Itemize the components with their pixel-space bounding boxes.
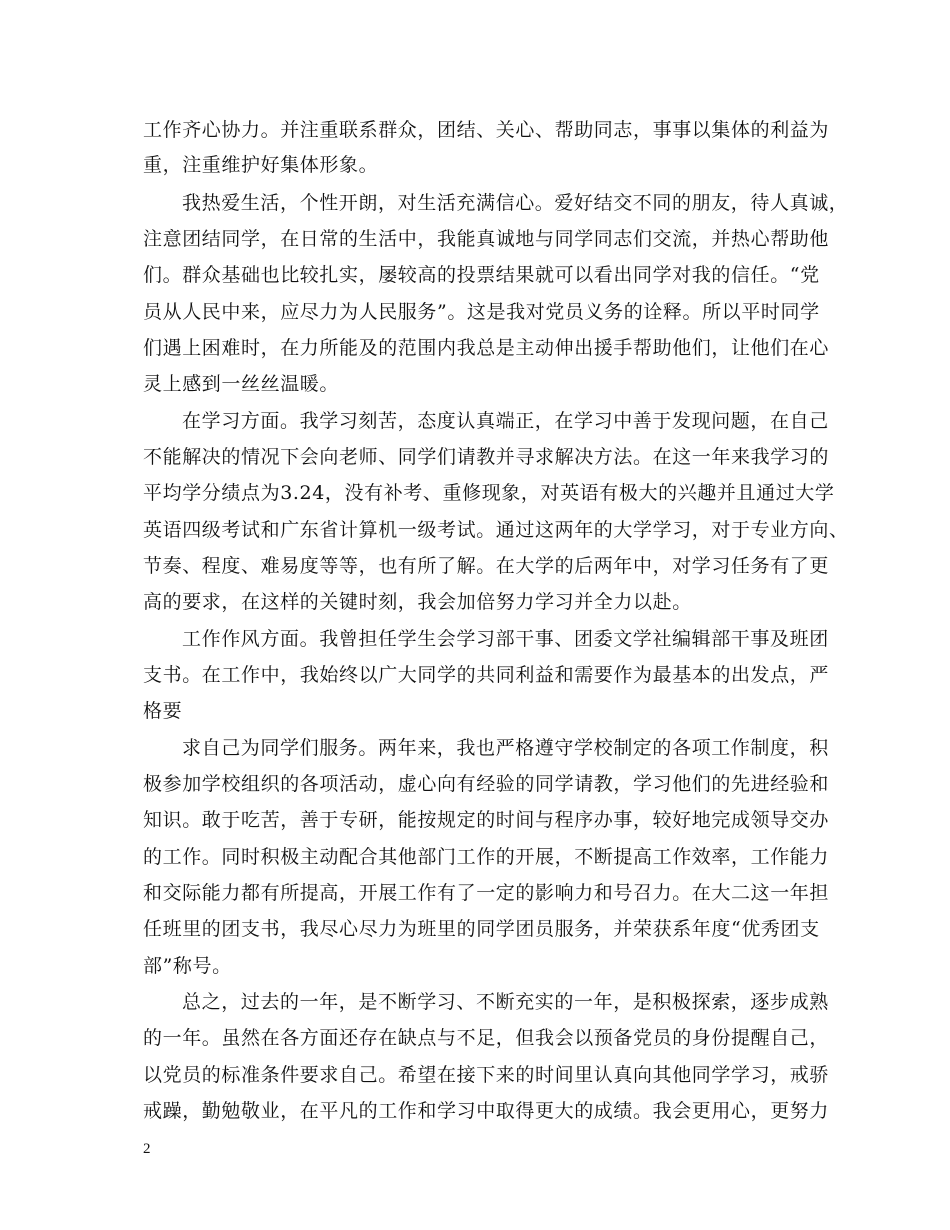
text-line: 以党员的标准条件要求自己。希望在接下来的时间里认真向其他同学学习，戒骄 [143,1064,830,1086]
text-line: 的工作。同时积极主动配合其他部门工作的开展，不断提高工作效率，工作能力 [143,846,830,868]
text-line: 灵上感到一丝丝温暖。 [143,373,340,395]
text-line: 员从人民中来，应尽力为人民服务”。这是我对党员义务的诠释。所以平时同学 [143,301,820,323]
text-line: 节奏、程度、难易度等等，也有所了解。在大学的后两年中，对学习任务有了更 [143,555,830,577]
text-line: 平均学分绩点为3.24，没有补考、重修现象，对英语有极大的兴趣并且通过大学 [143,482,835,504]
text-line: 不能解决的情况下会向老师、同学们请教并寻求解决方法。在这一年来我学习的 [143,446,830,468]
text-line: 任班里的团支书，我尽心尽力为班里的同学团员服务，并荣获系年度“优秀团支 [143,918,820,940]
text-line: 我热爱生活，个性开朗，对生活充满信心。爱好结交不同的朋友，待人真诚， [182,192,849,214]
text-line: 戒躁，勤勉敬业，在平凡的工作和学习中取得更大的成绩。我会更用心，更努力 [143,1100,830,1122]
text-line: 的一年。虽然在各方面还存在缺点与不足，但我会以预备党员的身份提醒自己， [143,1027,830,1049]
text-line: 格要 [143,700,183,722]
text-line: 工作齐心协力。并注重联系群众，团结、关心、帮助同志，事事以集体的利益为 [143,119,830,141]
text-line: 和交际能力都有所提高，开展工作有了一定的影响力和号召力。在大二这一年担 [143,882,830,904]
text-line: 总之，过去的一年，是不断学习、不断充实的一年，是积极探索，逐步成熟 [182,991,829,1013]
text-line: 重，注重维护好集体形象。 [143,154,379,176]
text-line: 工作作风方面。我曾担任学生会学习部干事、团委文学社编辑部干事及班团 [182,628,829,650]
text-line: 们。群众基础也比较扎实，屡较高的投票结果就可以看出同学对我的信任。“党 [143,264,820,286]
page-number: 2 [143,1141,151,1157]
text-line: 在学习方面。我学习刻苦，态度认真端正，在学习中善于发现问题，在自己 [182,410,829,432]
text-line: 支书。在工作中，我始终以广大同学的共同利益和需要作为最基本的出发点，严 [143,664,830,686]
text-line: 英语四级考试和广东省计算机一级考试。通过这两年的大学学习，对于专业方向、 [143,519,849,541]
text-line: 高的要求，在这样的关键时刻，我会加倍努力学习并全力以赴。 [143,591,692,613]
text-line: 们遇上困难时，在力所能及的范围内我总是主动伸出援手帮助他们，让他们在心 [143,337,830,359]
text-line: 求自己为同学们服务。两年来，我也严格遵守学校制定的各项工作制度，积 [182,737,829,759]
text-line: 注意团结同学，在日常的生活中，我能真诚地与同学同志们交流，并热心帮助他 [143,228,830,250]
text-line: 极参加学校组织的各项活动，虚心向有经验的同学请教，学习他们的先进经验和 [143,773,830,795]
text-line: 部”称号。 [143,955,232,977]
text-line: 知识。敢于吃苦，善于专研，能按规定的时间与程序办事，较好地完成领导交办 [143,809,830,831]
